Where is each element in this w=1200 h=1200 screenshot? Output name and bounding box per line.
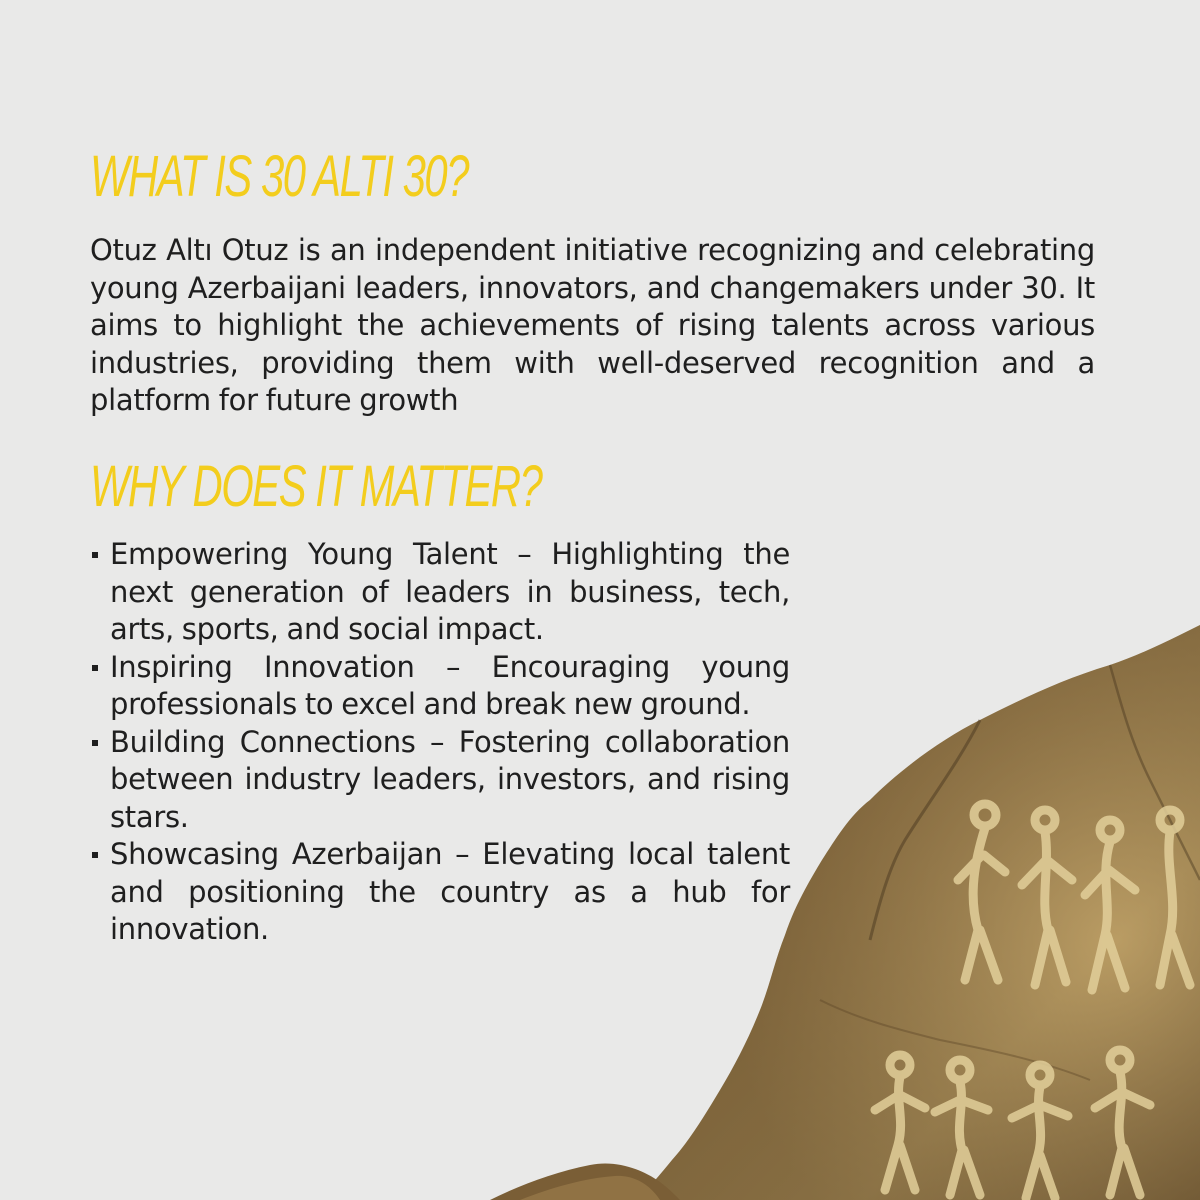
square-bullet-icon [92,552,98,558]
list-item-text: Showcasing Azerbaijan – Elevating local talent and positioning the country as a hub for innovation. [110,837,790,946]
list-item [90,836,790,949]
section-two-heading: WHY DOES IT MATTER? [90,454,542,519]
section-one-heading: WHAT IS 30 ALTI 30? [90,144,469,209]
section-one-body: Otuz Altı Otuz is an independent initiative recognizing and celebrating young Azerbaijani leaders, innovators, and changemakers under 30. It aims to highlight the achievements of rising talents across various industries, providing them with well-deserved recognition and a platform for future growth [90,233,1095,417]
list-item-text: Building Connections – Fostering collaboration between industry leaders, investors, and rising stars. [110,724,790,834]
list-item [90,649,790,724]
list-item-text: Inspiring Innovation – Encouraging young professionals to excel and break new ground. [110,649,790,721]
square-bullet-icon [92,852,98,858]
benefits-list [90,536,790,949]
list-item [90,536,790,649]
square-bullet-icon [92,740,98,746]
square-bullet-icon [92,665,98,671]
list-item [90,724,790,837]
list-item-text: Empowering Young Talent – Highlighting the next generation of leaders in business, tech, arts, sports, and social impact. [110,537,790,646]
